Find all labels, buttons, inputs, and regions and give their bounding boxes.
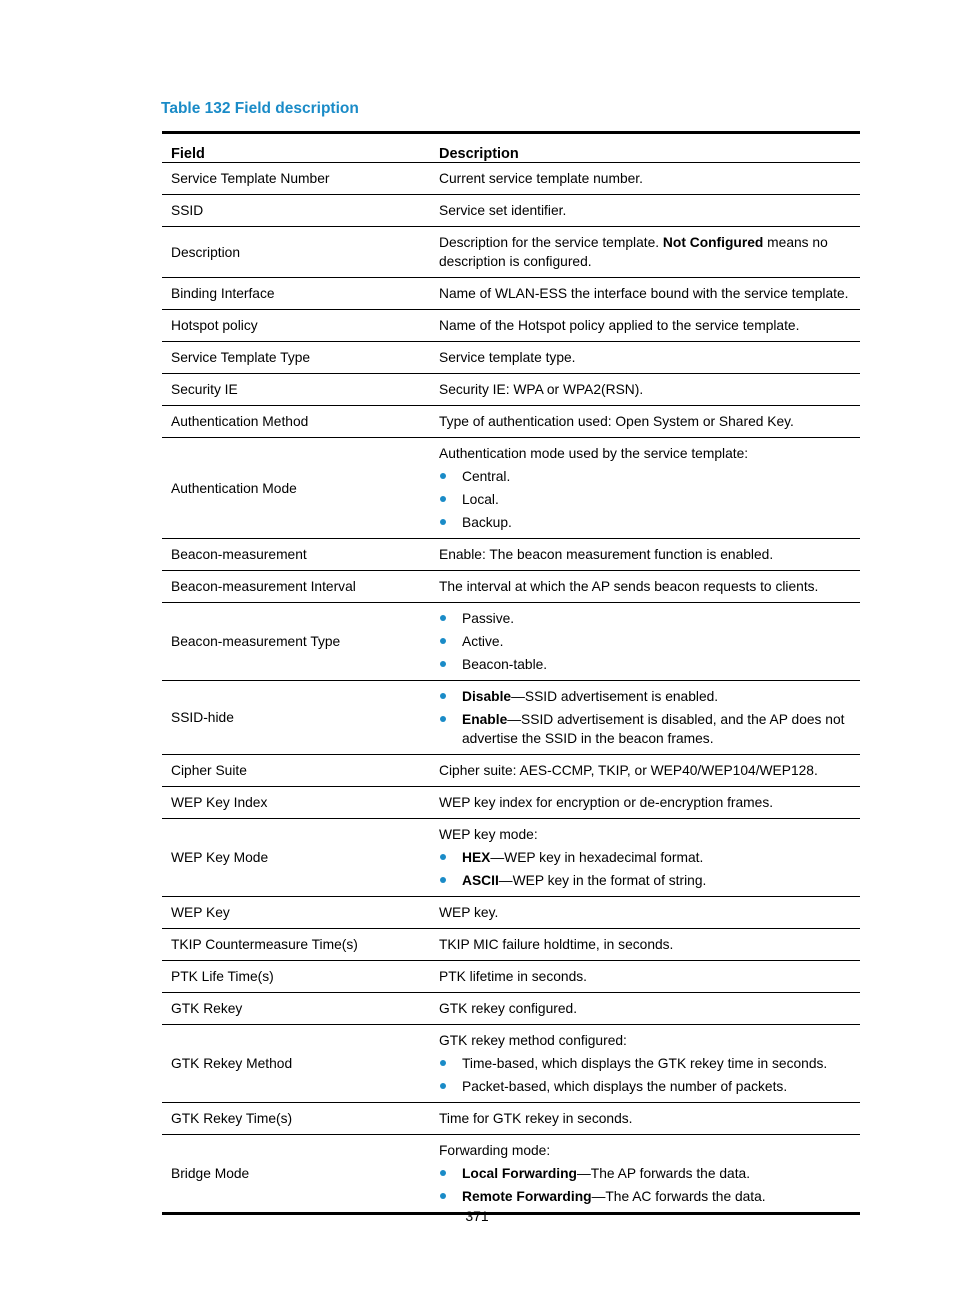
text-run: WEP key index for encryption or de-encryption frames. xyxy=(439,795,774,810)
field-cell: SSID-hide xyxy=(162,681,430,755)
description-cell xyxy=(430,406,860,438)
bullet-dot-icon xyxy=(440,1193,446,1199)
bullet-item xyxy=(439,871,852,890)
description-cell xyxy=(430,278,860,310)
page-number: 371 xyxy=(465,1208,489,1224)
text-run: —WEP key in the format of string. xyxy=(498,873,707,888)
bullet-dot-icon xyxy=(440,854,446,860)
field-cell: PTK Life Time(s) xyxy=(162,961,430,993)
text-run: Service set identifier. xyxy=(439,203,567,218)
bullet-item xyxy=(439,490,852,509)
bullet-item xyxy=(439,710,852,748)
table-caption: Table 132 Field description xyxy=(161,100,359,117)
table-row xyxy=(162,819,860,897)
bullet-list xyxy=(439,1054,852,1096)
text-run: —SSID advertisement is disabled, and the AP does not advertise the SSID in the beacon frames. xyxy=(462,712,845,746)
bullet-item xyxy=(439,609,852,628)
bullet-item xyxy=(439,687,852,706)
text-run: Description for the service template. xyxy=(439,235,663,250)
table-row xyxy=(162,1103,860,1135)
description-cell xyxy=(430,755,860,787)
bullet-item xyxy=(439,467,852,486)
description-cell xyxy=(430,993,860,1025)
description-text xyxy=(439,1031,852,1050)
text-run: Forwarding mode: xyxy=(439,1143,551,1158)
field-cell: Bridge Mode xyxy=(162,1135,430,1214)
text-run: Passive. xyxy=(462,611,515,626)
text-run: Active. xyxy=(462,634,504,649)
table-row xyxy=(162,681,860,755)
header-field: Field xyxy=(162,133,430,163)
field-description-table xyxy=(162,131,860,1215)
text-run: Time for GTK rekey in seconds. xyxy=(439,1111,633,1126)
table-row xyxy=(162,929,860,961)
description-text xyxy=(439,201,852,220)
description-text xyxy=(439,999,852,1018)
table-row xyxy=(162,438,860,539)
bold-term: Disable xyxy=(462,689,512,704)
bullet-list xyxy=(439,687,852,748)
text-run: Enable: The beacon measurement function is enabled. xyxy=(439,547,774,562)
bullet-dot-icon xyxy=(440,1170,446,1176)
text-run: —The AP forwards the data. xyxy=(576,1166,751,1181)
table-row xyxy=(162,195,860,227)
field-cell: Authentication Mode xyxy=(162,438,430,539)
bullet-dot-icon xyxy=(440,661,446,667)
field-cell: Binding Interface xyxy=(162,278,430,310)
table-row xyxy=(162,342,860,374)
table-row xyxy=(162,961,860,993)
bullet-list xyxy=(439,848,852,890)
description-cell xyxy=(430,1103,860,1135)
description-text xyxy=(439,761,852,780)
table-row xyxy=(162,539,860,571)
text-run: Service template type. xyxy=(439,350,576,365)
table-row xyxy=(162,163,860,195)
text-run: Name of the Hotspot policy applied to the service template. xyxy=(439,318,800,333)
text-run: Security IE: WPA or WPA2(RSN). xyxy=(439,382,644,397)
bullet-dot-icon xyxy=(440,1083,446,1089)
bold-term: Remote Forwarding xyxy=(462,1189,592,1204)
field-cell: GTK Rekey Method xyxy=(162,1025,430,1103)
text-run: Authentication mode used by the service template: xyxy=(439,446,749,461)
bullet-dot-icon xyxy=(440,615,446,621)
field-cell: Service Template Number xyxy=(171,171,330,186)
text-run: Time-based, which displays the GTK rekey time in seconds. xyxy=(462,1056,828,1071)
description-cell xyxy=(430,603,860,681)
bullet-item xyxy=(439,655,852,674)
description-text xyxy=(439,793,852,812)
field-cell: Authentication Method xyxy=(162,406,430,438)
description-cell xyxy=(430,227,860,278)
field-cell: WEP Key Index xyxy=(162,787,430,819)
text-run: Central. xyxy=(462,469,511,484)
bullet-dot-icon xyxy=(440,877,446,883)
field-cell: SSID xyxy=(162,195,430,227)
bullet-dot-icon xyxy=(440,519,446,525)
description-cell xyxy=(430,342,860,374)
description-cell xyxy=(430,681,860,755)
text-run: GTK rekey configured. xyxy=(439,1001,578,1016)
table-row xyxy=(162,227,860,278)
field-cell: WEP Key xyxy=(162,897,430,929)
description-text xyxy=(439,348,852,367)
bullet-dot-icon xyxy=(440,473,446,479)
description-text xyxy=(439,1109,852,1128)
text-run: Type of authentication used: Open System or Shared Key. xyxy=(439,414,794,429)
description-cell xyxy=(430,1025,860,1103)
text-run: Packet-based, which displays the number of packets. xyxy=(462,1079,788,1094)
table-row xyxy=(162,1135,860,1214)
description-text xyxy=(439,967,852,986)
text-run: —The AC forwards the data. xyxy=(591,1189,766,1204)
table-row xyxy=(162,374,860,406)
description-text xyxy=(439,284,852,303)
table-row xyxy=(162,787,860,819)
text-run: TKIP MIC failure holdtime, in seconds. xyxy=(439,937,674,952)
table-row xyxy=(162,603,860,681)
text-run: Beacon-table. xyxy=(462,657,548,672)
field-cell: Beacon-measurement xyxy=(162,539,430,571)
bullet-dot-icon xyxy=(440,496,446,502)
text-run: Local. xyxy=(462,492,499,507)
description-text xyxy=(439,444,852,463)
bullet-list xyxy=(439,467,852,532)
bullet-list xyxy=(439,1164,852,1206)
text-run: WEP key mode: xyxy=(439,827,538,842)
description-cell xyxy=(430,195,860,227)
text-run: —SSID advertisement is enabled. xyxy=(511,689,719,704)
text-run: PTK lifetime in seconds. xyxy=(439,969,587,984)
table-row xyxy=(162,755,860,787)
table-row xyxy=(162,406,860,438)
table-body xyxy=(162,163,860,1214)
field-cell: TKIP Countermeasure Time(s) xyxy=(162,929,430,961)
bold-term: HEX xyxy=(462,850,491,865)
table-row xyxy=(162,1025,860,1103)
bullet-item xyxy=(439,632,852,651)
description-text xyxy=(439,380,852,399)
description-text xyxy=(439,935,852,954)
description-text xyxy=(439,903,852,922)
description-cell xyxy=(430,1135,860,1214)
description-text xyxy=(439,825,852,844)
field-cell: Hotspot policy xyxy=(162,310,430,342)
description-text xyxy=(439,233,852,271)
table-header-row xyxy=(162,133,860,163)
bullet-dot-icon xyxy=(440,693,446,699)
bullet-item xyxy=(439,1054,852,1073)
text-run: Name of WLAN-ESS the interface bound with the service template. xyxy=(439,286,849,301)
bullet-item xyxy=(439,1077,852,1096)
description-cell xyxy=(430,571,860,603)
text-run: Backup. xyxy=(462,515,512,530)
bold-term: Local Forwarding xyxy=(462,1166,577,1181)
field-cell: Beacon-measurement Type xyxy=(162,603,430,681)
description-cell xyxy=(430,438,860,539)
field-cell: Security IE xyxy=(162,374,430,406)
description-cell xyxy=(430,897,860,929)
text-run: means no description is configured. xyxy=(439,235,828,269)
description-text xyxy=(439,577,852,596)
description-cell xyxy=(430,961,860,993)
table-row xyxy=(162,310,860,342)
field-cell: Cipher Suite xyxy=(162,755,430,787)
bullet-item xyxy=(439,848,852,867)
field-cell: WEP Key Mode xyxy=(162,819,430,897)
bullet-list xyxy=(439,609,852,674)
description-text xyxy=(439,412,852,431)
description-text xyxy=(439,545,852,564)
text-run: —WEP key in hexadecimal format. xyxy=(490,850,704,865)
description-cell xyxy=(430,163,860,195)
table-row xyxy=(162,571,860,603)
description-cell xyxy=(430,787,860,819)
description-text xyxy=(439,169,852,188)
bullet-dot-icon xyxy=(440,638,446,644)
field-cell: Description xyxy=(162,227,430,278)
table-row xyxy=(162,993,860,1025)
bold-term: Enable xyxy=(462,712,508,727)
description-text xyxy=(439,1141,852,1160)
description-cell xyxy=(430,374,860,406)
bullet-dot-icon xyxy=(440,1060,446,1066)
description-text xyxy=(439,316,852,335)
text-run: GTK rekey method configured: xyxy=(439,1033,627,1048)
description-cell xyxy=(430,929,860,961)
field-cell: GTK Rekey xyxy=(162,993,430,1025)
field-cell: Beacon-measurement Interval xyxy=(162,571,430,603)
text-run: The interval at which the AP sends beacon requests to clients. xyxy=(439,579,819,594)
header-description: Description xyxy=(430,133,860,163)
bullet-item xyxy=(439,1164,852,1183)
text-run: WEP key. xyxy=(439,905,499,920)
description-cell xyxy=(430,819,860,897)
field-cell: GTK Rekey Time(s) xyxy=(162,1103,430,1135)
bullet-item xyxy=(439,1187,852,1206)
table-row xyxy=(162,278,860,310)
bullet-item xyxy=(439,513,852,532)
bold-term: ASCII xyxy=(462,873,499,888)
text-run: Current service template number. xyxy=(439,171,643,186)
bold-term: Not Configured xyxy=(662,235,764,250)
field-cell: Service Template Type xyxy=(162,342,430,374)
text-run: Cipher suite: AES-CCMP, TKIP, or WEP40/WEP104/WEP128. xyxy=(439,763,818,778)
description-cell xyxy=(430,539,860,571)
table-row xyxy=(162,897,860,929)
description-cell xyxy=(430,310,860,342)
bullet-dot-icon xyxy=(440,716,446,722)
